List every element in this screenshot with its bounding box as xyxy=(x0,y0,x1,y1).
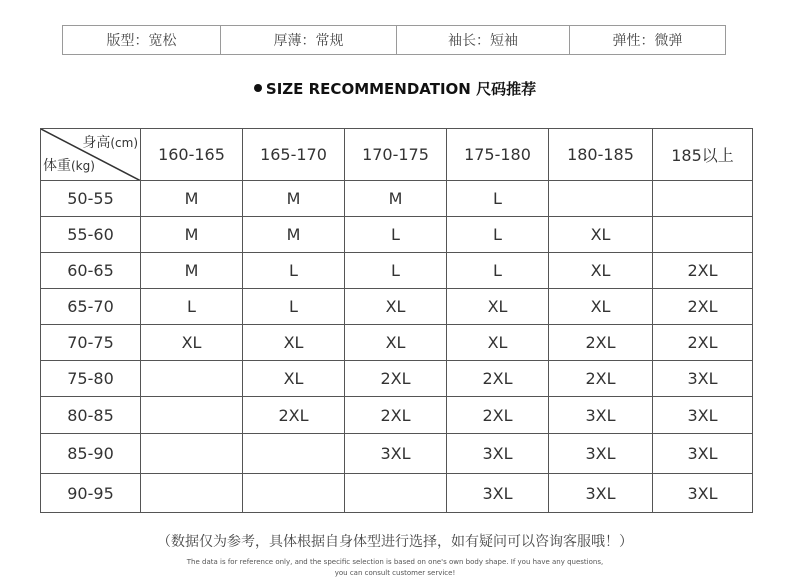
size-cell: L xyxy=(447,217,549,253)
weight-range-cell: 90-95 xyxy=(41,474,141,513)
size-cell xyxy=(653,217,753,253)
table-row xyxy=(41,253,753,289)
attribute-elasticity: 弹性：微弹 xyxy=(612,33,683,49)
size-cell: XL xyxy=(345,289,447,325)
size-cell: M xyxy=(345,181,447,217)
size-cell: 3XL xyxy=(549,434,653,474)
size-cell: 2XL xyxy=(653,289,753,325)
size-cell: XL xyxy=(549,217,653,253)
weight-range-cell: 60-65 xyxy=(41,253,141,289)
size-cell: 2XL xyxy=(447,361,549,397)
table-row xyxy=(41,325,753,361)
header-row xyxy=(41,129,753,181)
column-header: 170-175 xyxy=(345,129,447,181)
size-cell: XL xyxy=(447,289,549,325)
size-cell: 3XL xyxy=(447,434,549,474)
size-cell: M xyxy=(141,181,243,217)
weight-range-cell: 50-55 xyxy=(41,181,141,217)
bullet-dot-icon xyxy=(254,84,262,92)
table-row xyxy=(41,289,753,325)
size-cell: 3XL xyxy=(549,474,653,513)
table-row xyxy=(41,434,753,474)
table-row xyxy=(41,474,753,513)
size-cell: 2XL xyxy=(653,253,753,289)
size-cell: 3XL xyxy=(653,361,753,397)
weight-range-cell: 65-70 xyxy=(41,289,141,325)
weight-axis-label: 体重(kg) xyxy=(43,158,95,174)
column-header: 165-170 xyxy=(243,129,345,181)
size-cell: L xyxy=(345,253,447,289)
size-cell: M xyxy=(141,217,243,253)
size-cell xyxy=(141,397,243,434)
size-cell: XL xyxy=(243,325,345,361)
attribute-thickness: 厚薄：常规 xyxy=(221,26,397,54)
size-cell: L xyxy=(447,253,549,289)
size-cell xyxy=(549,181,653,217)
size-cell: 3XL xyxy=(549,397,653,434)
size-cell: 2XL xyxy=(345,361,447,397)
weight-range-cell: 55-60 xyxy=(41,217,141,253)
product-attributes-bar xyxy=(62,25,726,55)
table-row xyxy=(41,397,753,434)
size-cell xyxy=(243,474,345,513)
size-cell: L xyxy=(243,289,345,325)
size-cell xyxy=(345,474,447,513)
size-cell xyxy=(243,434,345,474)
size-cell: 2XL xyxy=(447,397,549,434)
weight-range-cell: 80-85 xyxy=(41,397,141,434)
fine-print xyxy=(0,557,790,579)
size-cell: XL xyxy=(447,325,549,361)
reference-note: （数据仅为参考，具体根据自身体型进行选择，如有疑问可以咨询客服哦！） xyxy=(157,534,633,550)
size-cell: L xyxy=(345,217,447,253)
size-cell xyxy=(141,361,243,397)
attribute-sleeve: 袖长：短袖 xyxy=(397,26,570,54)
table-row xyxy=(41,217,753,253)
size-cell: XL xyxy=(141,325,243,361)
size-cell: 3XL xyxy=(653,434,753,474)
column-header: 160-165 xyxy=(141,129,243,181)
fine-print-line: you can consult customer service! xyxy=(334,569,456,577)
size-cell: 3XL xyxy=(345,434,447,474)
column-header: 175-180 xyxy=(447,129,549,181)
size-cell: 2XL xyxy=(653,325,753,361)
table-row xyxy=(41,181,753,217)
size-cell: 3XL xyxy=(653,474,753,513)
column-header: 185以上 xyxy=(653,129,753,181)
weight-range-cell: 70-75 xyxy=(41,325,141,361)
size-cell: L xyxy=(141,289,243,325)
size-cell: 2XL xyxy=(243,397,345,434)
size-cell: XL xyxy=(243,361,345,397)
size-chart-body xyxy=(41,181,753,513)
size-cell: L xyxy=(243,253,345,289)
size-cell: XL xyxy=(549,289,653,325)
size-cell: L xyxy=(447,181,549,217)
attribute-fit: 版型：宽松 xyxy=(63,26,221,54)
size-cell xyxy=(653,181,753,217)
size-cell: 2XL xyxy=(345,397,447,434)
table-row xyxy=(41,361,753,397)
height-axis-label: 身高(cm) xyxy=(82,135,138,151)
size-cell xyxy=(141,474,243,513)
size-recommendation-heading xyxy=(0,78,790,99)
size-cell: XL xyxy=(345,325,447,361)
size-cell: 3XL xyxy=(653,397,753,434)
corner-cell xyxy=(41,129,141,181)
column-header: 180-185 xyxy=(549,129,653,181)
weight-range-cell: 75-80 xyxy=(41,361,141,397)
size-cell: M xyxy=(243,217,345,253)
size-cell: 2XL xyxy=(549,361,653,397)
size-chart-table xyxy=(40,128,753,513)
size-cell: XL xyxy=(549,253,653,289)
size-cell: 2XL xyxy=(549,325,653,361)
fine-print-line: The data is for reference only, and the specific selection is based on one's own body shape. If you have any questions, xyxy=(186,558,604,566)
weight-range-cell: 85-90 xyxy=(41,434,141,474)
size-cell: 3XL xyxy=(447,474,549,513)
heading-text: SIZE RECOMMENDATION 尺码推荐 xyxy=(265,80,537,98)
size-cell: M xyxy=(243,181,345,217)
size-cell xyxy=(141,434,243,474)
size-cell: M xyxy=(141,253,243,289)
